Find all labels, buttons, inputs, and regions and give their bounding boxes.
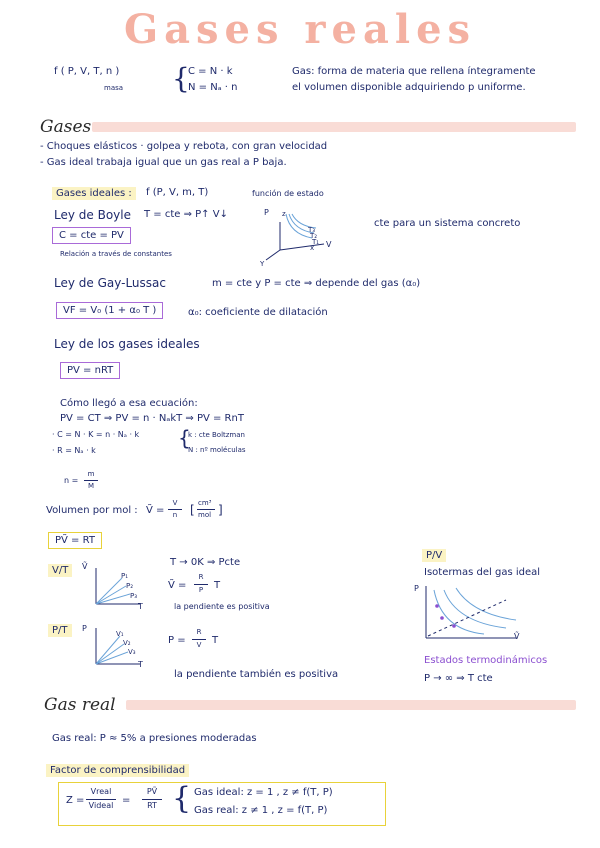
pt-v1: V₁: [116, 630, 124, 638]
pt-eq-bar: [192, 639, 206, 640]
pt-graph-label: P/T: [48, 624, 72, 637]
derivation-c: · C = N · K = n · Nₐ · k: [52, 430, 140, 439]
pt-eq-left: P =: [168, 635, 186, 646]
vt-eq-bar: [194, 584, 208, 585]
molecules-note: N : nº moléculas: [188, 446, 246, 454]
z-num-1: Vreal: [90, 787, 112, 796]
boyle-3d-graph: [258, 204, 338, 268]
vt-p1: P₁: [121, 572, 129, 580]
pv-graph-label: P/V: [422, 549, 446, 562]
boyle-t2: T₂: [310, 232, 318, 240]
ideal-gases-label: Gases ideales :: [52, 187, 136, 200]
state-function-sub: masa: [104, 84, 124, 92]
z-bar-1: [86, 799, 116, 800]
z-real-line: Gas real: z ≠ 1 , z = f(T, P): [194, 805, 328, 816]
derivation-line: PV = CT ⇒ PV = n · NₐkT ⇒ PV = RnT: [60, 413, 244, 424]
section-bar-gases: [92, 122, 576, 132]
pt-axis-t: T: [138, 660, 143, 669]
boyle-t1: T₁: [312, 238, 320, 246]
bullet-1: - Choques elásticos · golpea y rebota, con gran velocidad: [40, 141, 328, 152]
vt-eq-num: R: [198, 573, 204, 581]
bullet-2: - Gas ideal trabaja igual que un gas real a P baja.: [40, 157, 287, 168]
pt-eq-den: V: [196, 641, 202, 649]
isotherms-title: Isotermas del gas ideal: [424, 567, 541, 578]
z-den-2: RT: [147, 801, 157, 810]
moles-eq-num: m: [87, 470, 95, 478]
unit-bracket-left: [: [190, 503, 195, 517]
alpha-note: α₀: coeficiente de dilatación: [188, 307, 328, 318]
ideal-law-label: Ley de los gases ideales: [54, 337, 200, 351]
boyle-axis-y: Y: [260, 260, 265, 268]
section-heading-gas-real: Gas real: [44, 695, 116, 715]
pt-v3: V₃: [128, 648, 136, 656]
moles-eq-den: M: [87, 482, 95, 490]
thermo-states-label: Estados termodinámicos: [424, 655, 548, 666]
boyle-axis-z: z: [282, 210, 286, 218]
ideal-law-box: PV = nRT: [60, 362, 120, 379]
pt-v2: V₂: [123, 639, 131, 647]
moles-eq-left: n =: [64, 476, 79, 485]
z-left: Z =: [66, 795, 85, 806]
derivation-intro: Cómo llegó a esa ecuación:: [60, 398, 198, 409]
state-function-note: función de estado: [252, 189, 324, 198]
vt-axis-t: T: [138, 602, 143, 611]
z-equals: =: [122, 795, 131, 806]
state-function-expr: f ( P, V, T, n ): [54, 66, 120, 77]
pt-axis-p: P: [82, 624, 87, 633]
molar-volume-left: Ṽ =: [146, 505, 165, 516]
pt-eq-num: R: [196, 628, 202, 636]
boyle-axis-v: V: [326, 240, 332, 249]
vt-p3: P₃: [130, 592, 138, 600]
boyle-box: C = cte = PV: [52, 227, 131, 244]
gay-lussac-expr: m = cte y P = cte ⇒ depende del gas (α₀): [212, 278, 421, 289]
vt-eq-den: P: [198, 586, 204, 594]
system-brace: {: [172, 62, 190, 95]
ideal-gases-expr: f (P, V, m, T): [146, 187, 209, 198]
isotherms-axis-p: P: [414, 584, 419, 593]
molar-volume-bar: [168, 509, 182, 510]
z-den-1: Videal: [88, 801, 114, 810]
pt-eq-right: T: [212, 635, 219, 646]
boyle-axis-x: x: [310, 244, 315, 252]
gas-definition-line-1: Gas: forma de materia que rellena íntegramente: [292, 66, 536, 77]
page-title: Gases reales: [123, 6, 477, 53]
derivation-r: · R = Nₐ · k: [52, 446, 96, 455]
pressure-limit-note: P → ∞ ⇒ T cte: [424, 673, 493, 684]
molar-volume-den: n: [172, 511, 178, 519]
boyle-law-expr: T = cte ⇒ P↑ V↓: [144, 209, 228, 220]
unit-bracket-right: ]: [218, 503, 223, 517]
boyle-law-label: Ley de Boyle: [54, 208, 131, 222]
vt-graph-label: V/T: [48, 564, 72, 577]
boyle-axis-p: P: [264, 208, 269, 217]
molar-volume-label: Volumen por mol :: [46, 505, 138, 516]
isotherms-axis-v: Ṽ: [514, 632, 520, 641]
molar-unit-bar: [197, 509, 215, 510]
molar-unit-den: mol: [198, 511, 212, 519]
molar-ideal-box: PṼ = RT: [48, 532, 102, 549]
vt-axis-v: Ṽ: [82, 562, 88, 571]
real-gas-line: Gas real: P ≈ 5% a presiones moderadas: [52, 733, 257, 744]
constants-brace: {: [178, 426, 191, 450]
system-line-2: N = Nₐ · n: [188, 82, 238, 93]
system-line-1: C = N · k: [188, 66, 233, 77]
z-ideal-line: Gas ideal: z = 1 , z ≠ f(T, P): [194, 787, 333, 798]
pt-slope-note: la pendiente también es positiva: [174, 669, 339, 680]
z-brace: {: [172, 781, 192, 816]
vt-eq-right: T: [214, 580, 221, 591]
section-bar-gas-real: [126, 700, 576, 710]
z-bar-2: [142, 799, 162, 800]
boyle-t3: T₃: [308, 226, 316, 234]
compressibility-label: Factor de comprensibilidad: [46, 764, 189, 777]
molar-volume-num: V: [172, 499, 178, 507]
z-num-2: PṼ: [146, 787, 158, 796]
gay-lussac-box: VF = V₀ (1 + α₀ T ): [56, 302, 163, 319]
section-heading-gases: Gases: [40, 117, 92, 137]
zero-kelvin-note: T → 0K ⇒ Pcte: [170, 557, 241, 568]
vt-eq-left: Ṽ =: [168, 580, 187, 591]
vt-slope-note: la pendiente es positiva: [174, 602, 270, 611]
vt-p2: P₂: [126, 582, 134, 590]
boyle-note: Relación a través de constantes: [60, 250, 172, 258]
cte-note: cte para un sistema concreto: [374, 218, 521, 229]
gay-lussac-label: Ley de Gay-Lussac: [54, 276, 166, 290]
molar-unit-num: cm³: [198, 499, 212, 507]
boltzmann-note: k : cte Boltzman: [188, 431, 245, 439]
gas-definition-line-2: el volumen disponible adquiriendo p uniforme.: [292, 82, 526, 93]
moles-eq-bar: [84, 480, 98, 481]
